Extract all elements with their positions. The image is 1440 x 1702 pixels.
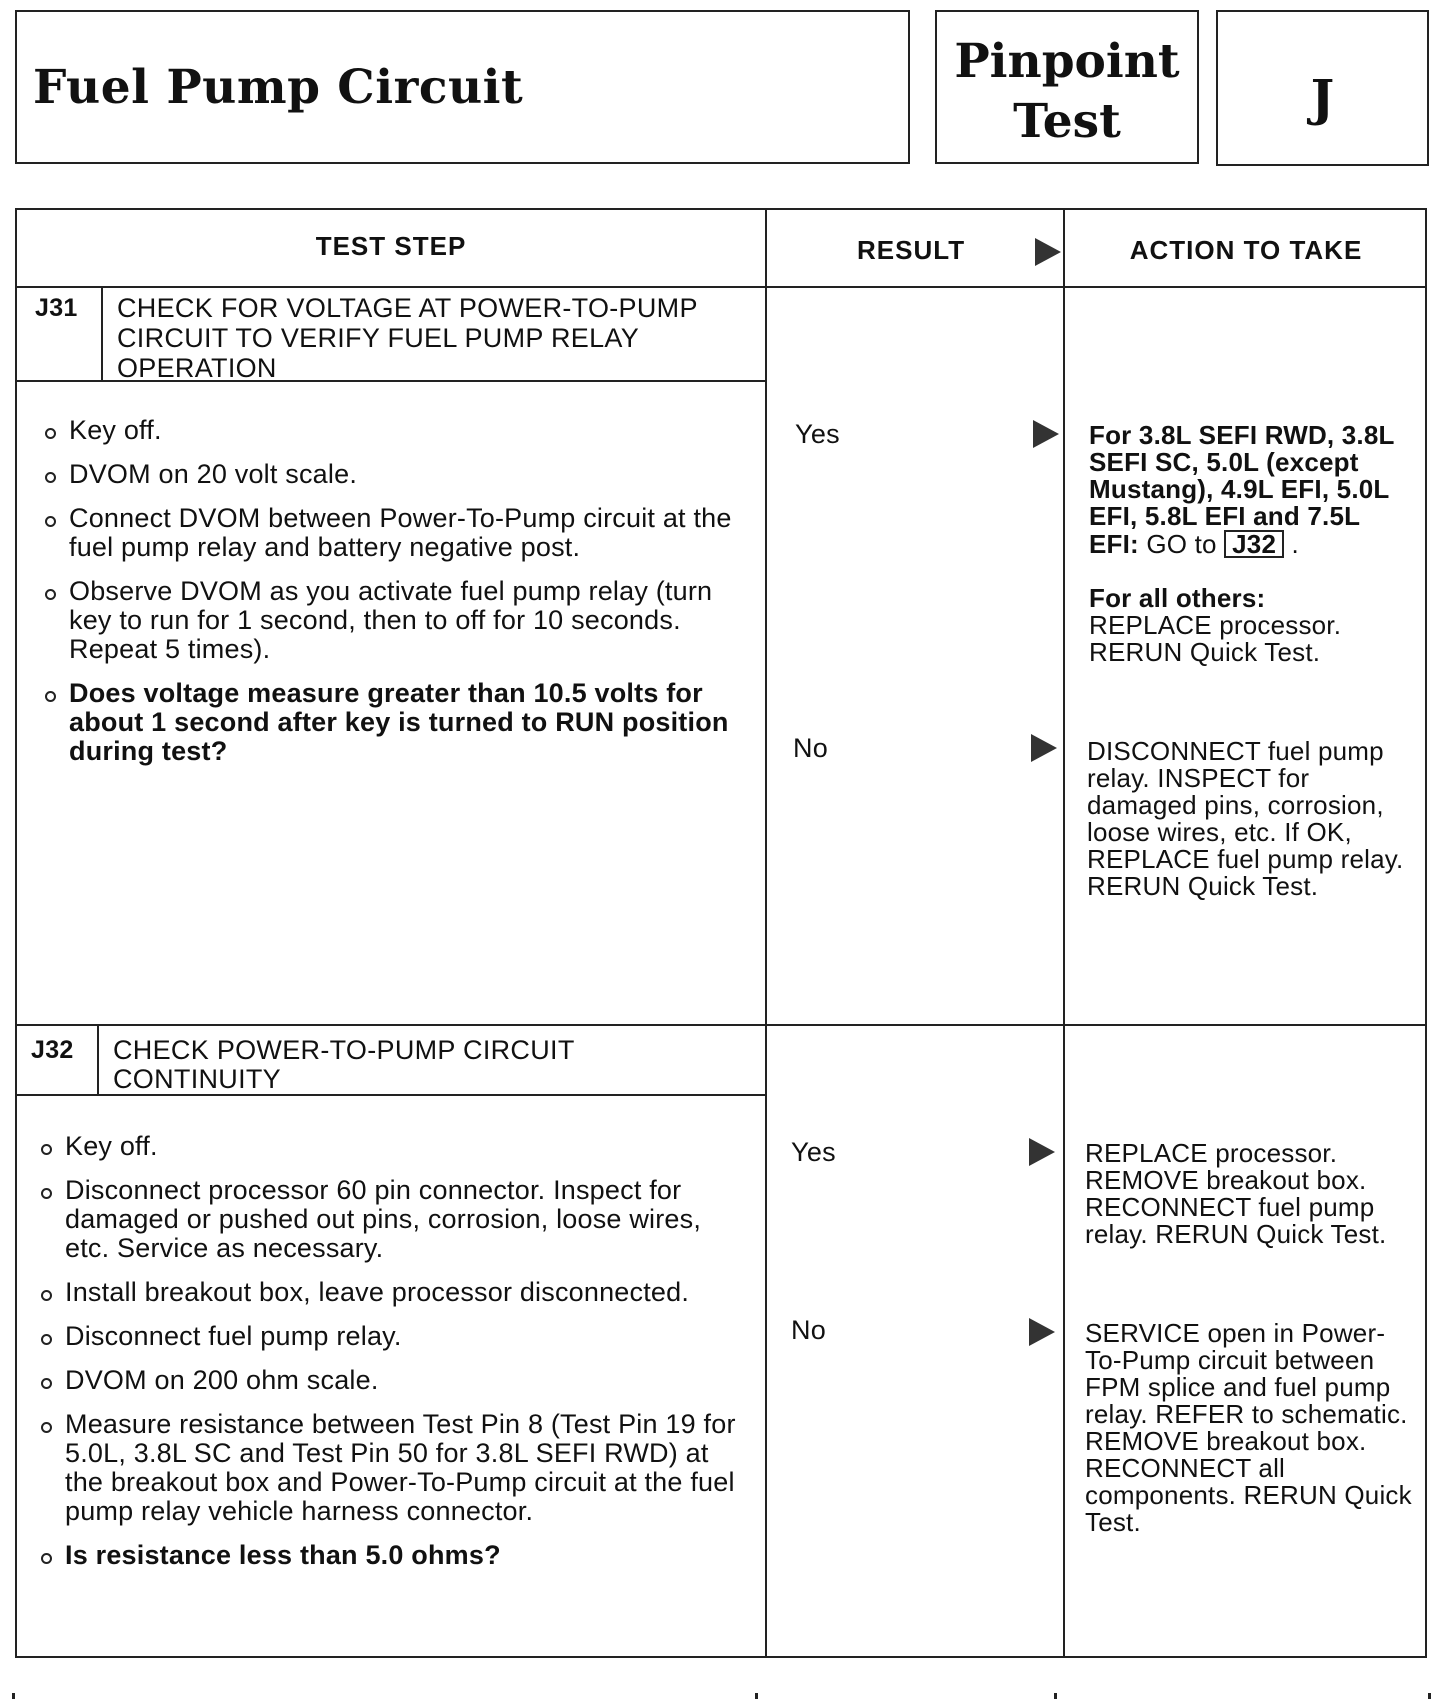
- column-divider-action: [1063, 210, 1065, 1658]
- j31-title-line: CIRCUIT TO VERIFY FUEL PUMP RELAY: [117, 323, 640, 353]
- list-item: Observe DVOM as you activate fuel pump relay (turn key to run for 1 second, then to off for 10 seconds. Repeat 5 times).: [41, 577, 741, 664]
- column-header-result: RESULT: [857, 235, 966, 265]
- list-item-question: Is resistance less than 5.0 ohms?: [37, 1541, 747, 1570]
- pinpoint-test-box: [935, 10, 1199, 164]
- j31-yes-action-condition: For 3.8L SEFI RWD, 3.8L SEFI SC, 5.0L (except Mustang), 4.9L EFI, 5.0L EFI, 5.8L EFI and 7.5L EFI:: [1089, 420, 1395, 559]
- j31-yes-label: Yes: [795, 419, 840, 449]
- j32-no-action: SERVICE open in Power-To-Pump circuit between FPM splice and fuel pump relay. REFER to schematic. REMOVE breakout box. RECONNECT all components. RERUN Quick Test.: [1085, 1318, 1412, 1537]
- j32-title-line: CONTINUITY: [113, 1064, 281, 1094]
- list-item-question: Does voltage measure greater than 10.5 volts for about 1 second after key is turned to RUN position during test?: [41, 679, 741, 766]
- j31-yes-arrow-icon: [1033, 420, 1059, 448]
- j32-no-label: No: [791, 1315, 827, 1345]
- column-divider-result: [765, 210, 767, 1658]
- test-letter: J: [1310, 68, 1335, 127]
- list-item: Disconnect processor 60 pin connector. Inspect for damaged or pushed out pins, corrosion, loose wires, etc. Service as necessary.: [37, 1176, 747, 1263]
- pinpoint-line-1: Pinpoint: [954, 34, 1180, 89]
- registration-tick: [12, 1693, 15, 1699]
- title-box: [15, 10, 910, 164]
- list-item: Install breakout box, leave processor disconnected.: [37, 1278, 747, 1307]
- list-item: Connect DVOM between Power-To-Pump circuit at the fuel pump relay and battery negative post.: [41, 504, 741, 562]
- j32-title-line: CHECK POWER-TO-PUMP CIRCUIT: [113, 1035, 575, 1065]
- list-item: DVOM on 200 ohm scale.: [37, 1366, 747, 1395]
- j32-id-divider: [97, 1024, 99, 1094]
- list-item: Key off.: [37, 1132, 747, 1161]
- j31-title-line: CHECK FOR VOLTAGE AT POWER-TO-PUMP: [117, 293, 698, 323]
- j31-id-divider: [101, 286, 103, 380]
- page-title: Fuel Pump Circuit: [33, 60, 524, 115]
- j32-reference-link[interactable]: J32: [1224, 530, 1284, 558]
- registration-tick: [1428, 1693, 1431, 1699]
- j32-yes-label: Yes: [791, 1137, 836, 1167]
- list-item: Key off.: [41, 416, 741, 445]
- j31-no-action: DISCONNECT fuel pump relay. INSPECT for damaged pins, corrosion, loose wires, etc. If OK, REPLACE fuel pump relay. RERUN Quick Test.: [1087, 736, 1404, 901]
- test-table: [15, 208, 1427, 1658]
- header-divider: [17, 286, 1427, 288]
- j32-no-arrow-icon: [1029, 1318, 1055, 1346]
- j32-title-divider: [17, 1094, 765, 1096]
- j31-step-list: [41, 416, 741, 781]
- pinpoint-line-2: Test: [1013, 94, 1121, 149]
- j31-others-action: REPLACE processor. RERUN Quick Test.: [1089, 610, 1342, 667]
- j32-step-id: J32: [31, 1036, 74, 1064]
- registration-tick: [1054, 1693, 1057, 1699]
- j31-no-label: No: [793, 733, 829, 763]
- j31-title-line: OPERATION: [117, 353, 277, 383]
- result-arrow-icon: [1035, 238, 1061, 266]
- column-header-action: ACTION TO TAKE: [1129, 235, 1363, 265]
- j32-step-list: [37, 1132, 747, 1585]
- j32-yes-action: REPLACE processor. REMOVE breakout box. RECONNECT fuel pump relay. RERUN Quick Test.: [1085, 1138, 1387, 1249]
- j31-yes-action: For 3.8L SEFI RWD, 3.8L SEFI SC, 5.0L (except Mustang), 4.9L EFI, 5.0L EFI, 5.8L EFI and 7.5L EFI: GO to J32 . For all others: REPLACE processor. RERUN Quick Test.: [1089, 420, 1395, 667]
- j31-others-condition: For all others:: [1089, 583, 1266, 613]
- list-item: Disconnect fuel pump relay.: [37, 1322, 747, 1351]
- test-letter-box: [1216, 10, 1429, 166]
- list-item: DVOM on 20 volt scale.: [41, 460, 741, 489]
- section-divider: [17, 1024, 1427, 1026]
- column-header-test-step: TEST STEP: [315, 231, 467, 261]
- list-item: Measure resistance between Test Pin 8 (Test Pin 19 for 5.0L, 3.8L SC and Test Pin 50 for 3.8L SEFI RWD) at the breakout box and Power-To-Pump circuit at the fuel pump relay vehicle harness connector.: [37, 1410, 747, 1526]
- j31-no-arrow-icon: [1031, 734, 1057, 762]
- j32-yes-arrow-icon: [1029, 1138, 1055, 1166]
- pinpoint-test-label: [937, 32, 1197, 152]
- j31-goto-text: GO to: [1146, 529, 1217, 559]
- j31-step-id: J31: [35, 294, 78, 322]
- registration-tick: [755, 1693, 758, 1699]
